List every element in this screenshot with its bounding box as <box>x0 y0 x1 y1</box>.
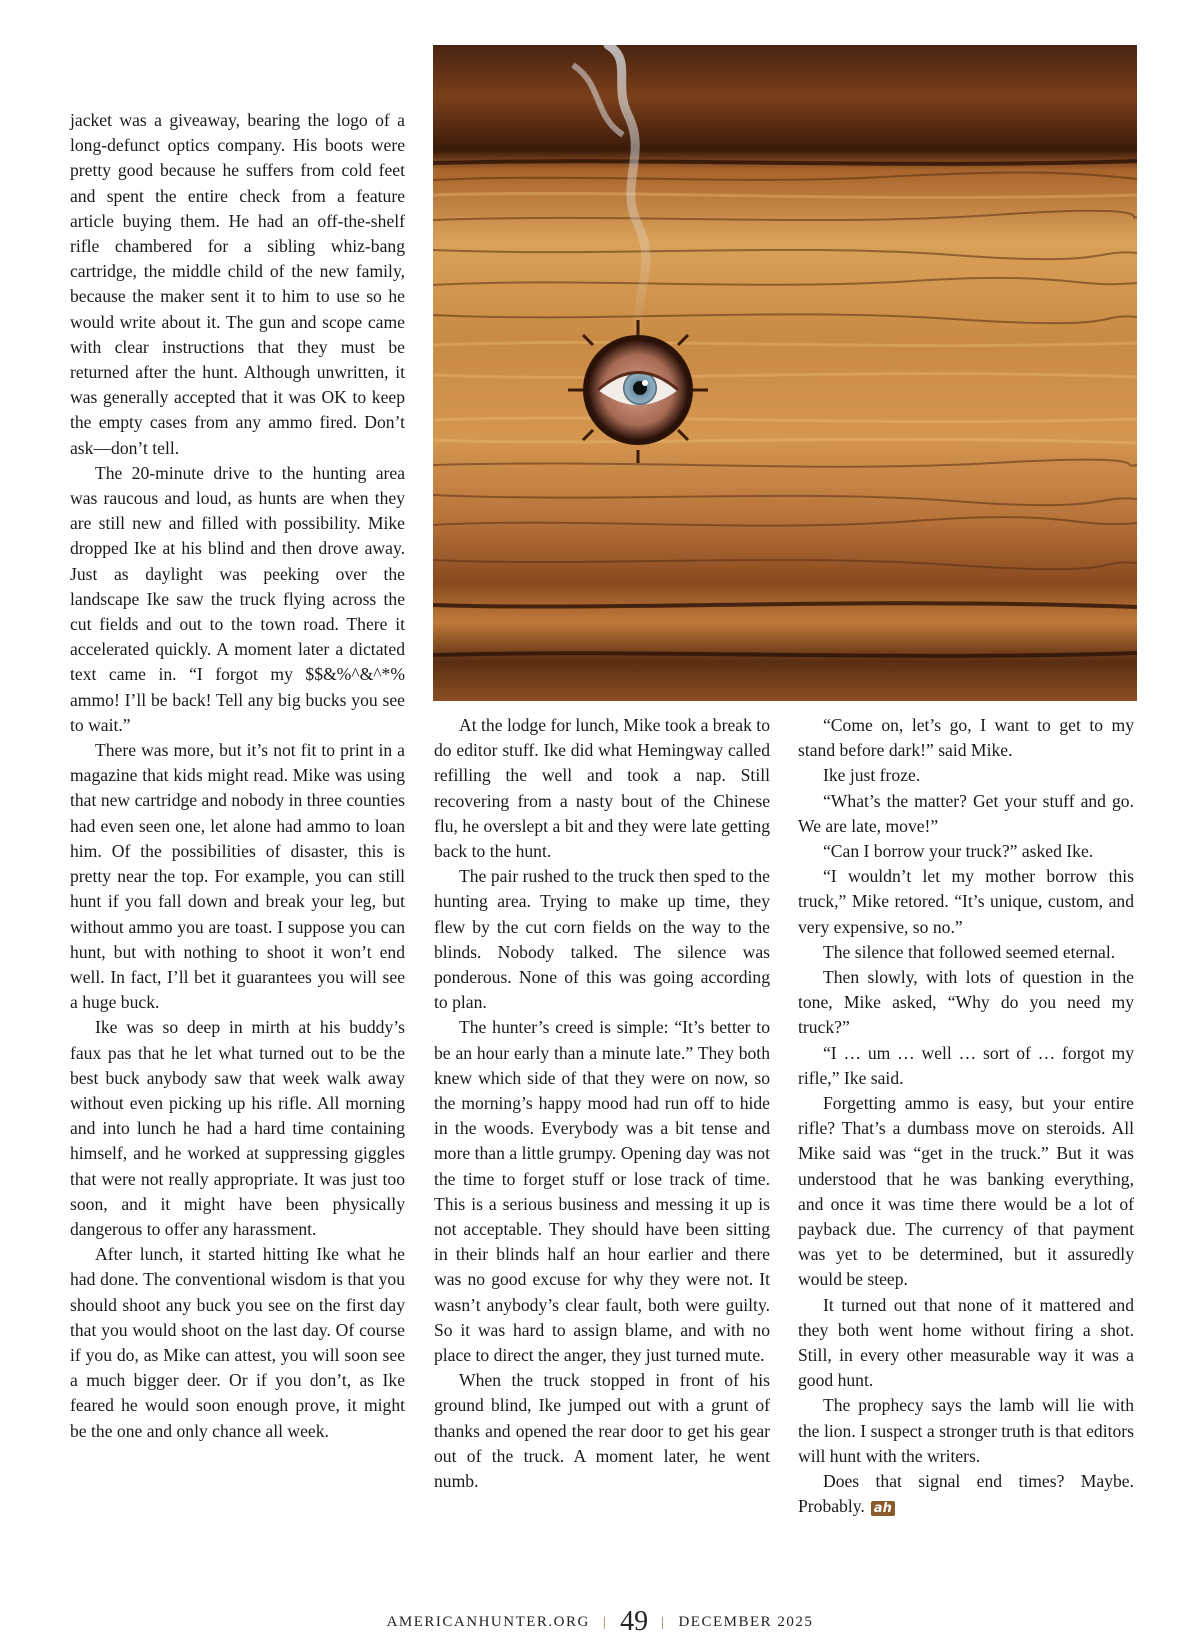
footer-separator: | <box>602 1615 608 1630</box>
paragraph: “What’s the matter? Get your stuff and go. We are late, move!” <box>798 790 1134 836</box>
end-mark-logo: ah <box>871 1501 895 1516</box>
page-number: 49 <box>620 1606 649 1637</box>
paragraph: The prophecy says the lamb will lie with the lion. I suspect a stronger truth is that editors will hunt with the writers. <box>798 1395 1134 1466</box>
paragraph: It turned out that none of it mattered and they both went home without firing a shot. Still, in every other measurable way it was a good hunt. <box>798 1294 1134 1391</box>
text-column-1 <box>70 108 405 1444</box>
paragraph: The pair rushed to the truck then sped to the hunting area. Trying to make up time, they flew by the cut corn fields on the way to the blinds. Nobody talked. The silence was ponderous. None of this was going according to plan. <box>434 866 770 1013</box>
paragraph: “Come on, let’s go, I want to get to my stand before dark!” said Mike. <box>798 715 1134 761</box>
paragraph: Ike just froze. <box>823 765 921 786</box>
paragraph: There was more, but it’s not fit to print in a magazine that kids might read. Mike was using that new cartridge and nobody in three counties had even seen one, let alone had ammo to loan him. Of the possibilities of disaster, this is pretty near the top. For example, you can still hunt if you fall down and break your leg, but without ammo you are toast. I suppose you can hunt, but with nothing to shoot it won’t end well. In fact, I’ll bet it guarantees you will see a huge buck. <box>70 740 405 1013</box>
footer-separator: | <box>661 1615 666 1630</box>
paragraph: “Can I borrow your truck?” asked Ike. <box>823 841 1094 862</box>
footer-site: AMERICANHUNTER.ORG <box>386 1614 590 1630</box>
text-column-2 <box>434 713 770 1494</box>
paragraph: The hunter’s creed is simple: “It’s better to be an hour early than a minute late.” They both knew which side of that they were on now, so the morning’s happy mood had run off to hide in the woods. Everybody was a bit tense and more than a little grumpy. Opening day was not the time to forget stuff or lose track of time. This is a serious business and messing it up is not acceptable. They should have been sitting in their blinds half an hour earlier and there was no good excuse for why they were not. It wasn’t anybody’s clear fault, both were guilty. So it was hard to assign blame, and with no place to direct the anger, they just turned mute. <box>434 1017 770 1366</box>
wood-knothole-image <box>433 45 1137 701</box>
paragraph: jacket was a giveaway, bearing the logo of a long-defunct optics company. His boots were pretty good because he suffers from cold feet and spent the entire check from a feature article buying them. He had an off-the-shelf rifle chambered for a sibling whiz-bang cartridge, the middle child of the new family, because the maker sent it to him to use so he would write about it. The gun and scope came with clear instructions that they must be returned after the hunt. Although unwritten, it was generally accepted that it was OK to keep the empty cases from any ammo fired. Don’t ask—don’t tell. <box>70 110 405 458</box>
paragraph: The 20-minute drive to the hunting area was raucous and loud, as hunts are when they are still new and filled with possibility. Mike dropped Ike at his blind and then drove away. Just as daylight was peeking over the landscape Ike saw the truck flying across the cut fields and out to the town road. There it accelerated quickly. A moment later a dictated text came in. “I forgot my $$&%^&^*% ammo! I’ll be back! Tell any big bucks you see to wait.” <box>70 462 405 735</box>
paragraph: When the truck stopped in front of his ground blind, Ike jumped out with a grunt of thanks and opened the rear door to get his gear out of the truck. A moment later, he went numb. <box>434 1370 770 1492</box>
page-footer <box>0 1606 1200 1638</box>
footer-issue: DECEMBER 2025 <box>678 1614 814 1630</box>
paragraph: At the lodge for lunch, Mike took a break to do editor stuff. Ike did what Hemingway called refilling the well and took a nap. Still recovering from a nasty bout of the Chinese flu, he overslept a bit and they were late getting back to the hunt. <box>434 715 770 862</box>
paragraph: Then slowly, with lots of question in the tone, Mike asked, “Why do you need my truck?” <box>798 967 1134 1038</box>
paragraph: Forgetting ammo is easy, but your entire rifle? That’s a dumbass move on steroids. All Mike said was “get in the truck.” But it was understood that he was banking everything, and once it was time there would be a lot of payback due. The currency of that payment was yet to be determined, but it assuredly would be steep. <box>798 1093 1134 1290</box>
text-column-3 <box>798 713 1134 1522</box>
paragraph-final <box>798 1469 1134 1521</box>
paragraph: After lunch, it started hitting Ike what he had done. The conventional wisdom is that you should shoot any buck you see on the first day that you would shoot on the last day. Of course if you do, as Mike can attest, you will soon see a much bigger deer. Or if you don’t, as Ike feared he would soon enough prove, it might be the one and only chance all week. <box>70 1244 405 1441</box>
paragraph: “I … um … well … sort of … forgot my rifle,” Ike said. <box>798 1042 1134 1088</box>
paragraph: Ike was so deep in mirth at his buddy’s faux pas that he let what turned out to be the best buck anybody saw that week walk away without even picking up his rifle. All morning and into lunch he had a hard time containing himself, and he worked at suppressing giggles that were not really appropriate. It was just too soon, and it might have been physically dangerous to offer any harassment. <box>70 1017 405 1239</box>
final-text: Does that signal end times? Maybe. Probably. <box>798 1471 1134 1517</box>
eye-through-wood-illustration <box>433 45 1137 701</box>
paragraph: “I wouldn’t let my mother borrow this truck,” Mike retored. “It’s unique, custom, and very expensive, so no.” <box>798 866 1134 937</box>
paragraph: The silence that followed seemed eternal. <box>823 941 1116 962</box>
